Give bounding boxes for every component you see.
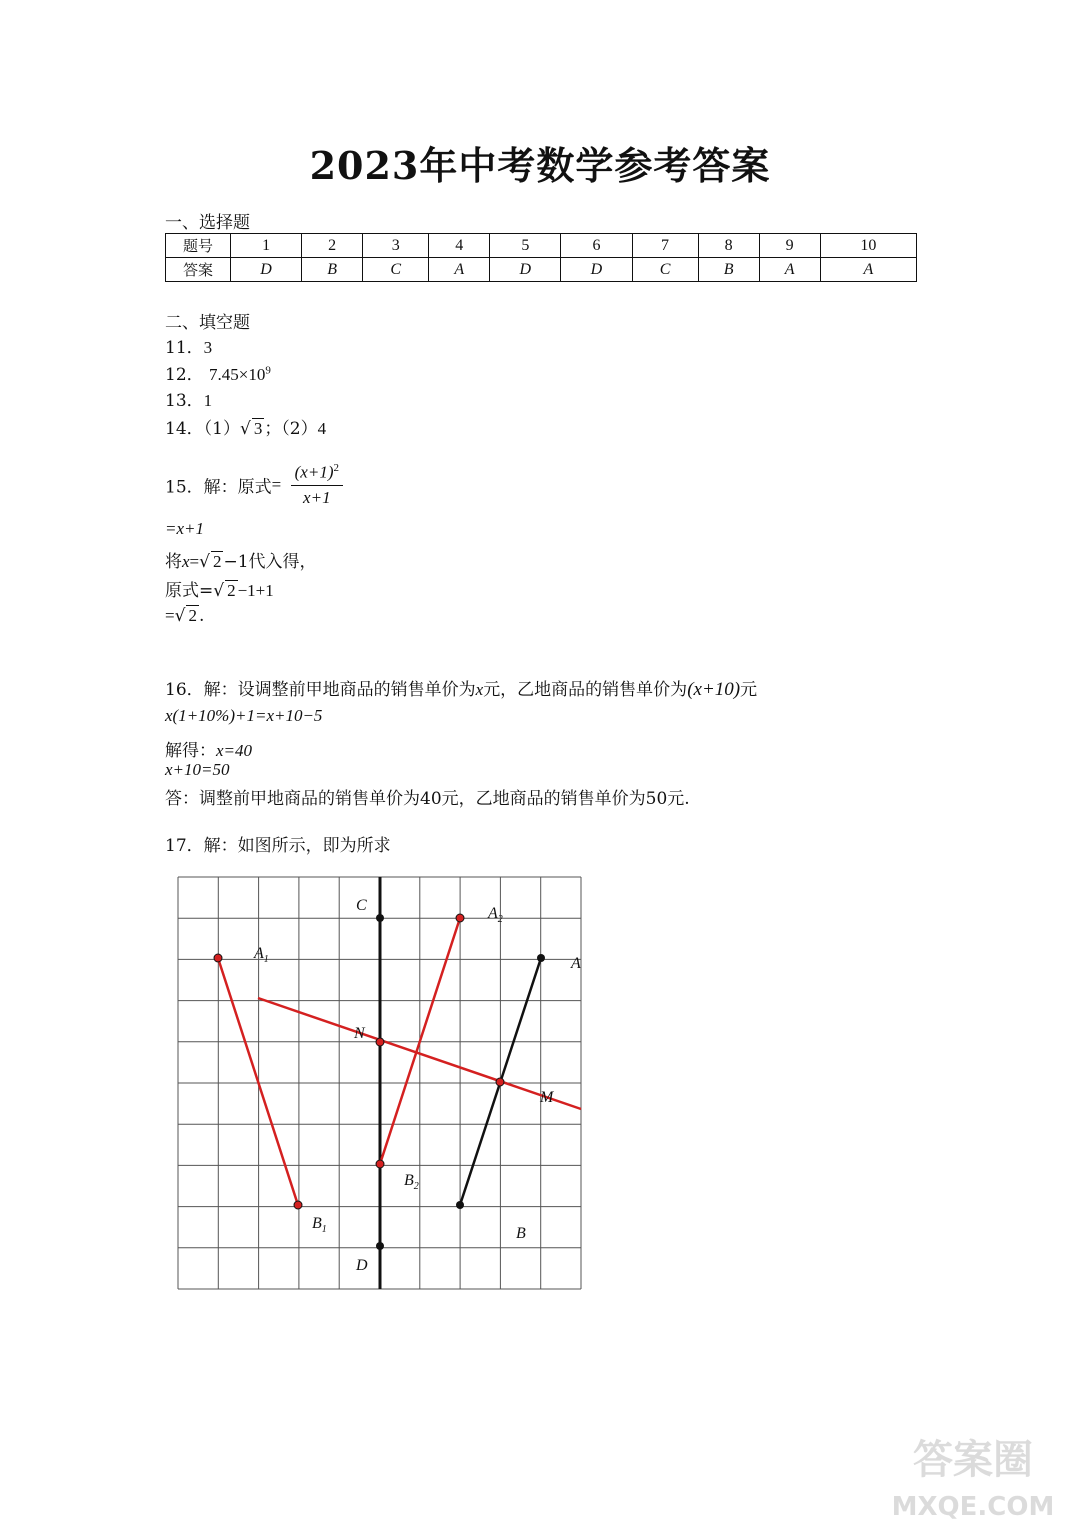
q16-expression: (x+10)	[687, 679, 741, 700]
part-separator: ；（2）	[264, 419, 318, 439]
answer-exponent: 9	[265, 364, 271, 377]
period: .	[198, 606, 205, 626]
point-a	[537, 954, 545, 962]
table-question-number: 6	[561, 234, 632, 258]
table-answer-label: 答案	[166, 258, 231, 282]
numerator-text: (x+1)	[294, 462, 334, 482]
table-question-number: 10	[820, 234, 916, 258]
answer-power-base: ×10	[238, 365, 266, 384]
radicand: 2	[188, 606, 197, 625]
table-question-number: 9	[759, 234, 820, 258]
sqrt-icon: √	[239, 419, 251, 439]
equals-sign: =	[271, 474, 282, 494]
label-b1-sub: 1	[321, 1224, 327, 1235]
table-question-number: 7	[632, 234, 698, 258]
sqrt-icon: √	[174, 606, 186, 626]
question-number: 14．	[165, 419, 204, 439]
q15-substitute-rest: −1代入得，	[223, 552, 317, 572]
watermark-bottom-text: MXQE.COM	[891, 1492, 1055, 1522]
answer-value: 1	[203, 391, 213, 410]
label-a1	[253, 945, 269, 965]
q16-conclusion: 答：调整前甲地商品的销售单价为40元，乙地商品的销售单价为50元.	[165, 789, 690, 809]
equals-sign: =	[189, 552, 200, 571]
q16-solution-b: x+10=50	[165, 760, 230, 779]
label-a1-main: A	[254, 945, 264, 962]
question-number: 12．	[165, 365, 204, 385]
watermark-top-text: 答案圈	[913, 1437, 1033, 1483]
label-b1	[312, 1215, 327, 1235]
answer-value: 3	[203, 338, 213, 357]
point-b1	[294, 1201, 302, 1209]
variable-x: x	[182, 552, 190, 571]
answer-mantissa: 7.45	[209, 365, 239, 384]
q15-expression-label: 原式=	[165, 581, 214, 601]
table-question-number: 4	[429, 234, 490, 258]
fraction-denominator: x+1	[303, 487, 331, 507]
label-a2-main: A	[488, 905, 498, 922]
section-choice-heading: 一、选择题	[165, 213, 250, 233]
point-b	[456, 1201, 464, 1209]
watermark-logo	[888, 1425, 1058, 1525]
label-b1-main: B	[312, 1215, 322, 1232]
part-label: （1）	[203, 419, 240, 439]
sqrt-icon: √	[199, 552, 210, 572]
label-c: C	[356, 897, 367, 914]
table-answer-cell: D	[561, 258, 632, 282]
q16-solve-label: 解得：	[165, 741, 216, 761]
numerator-exponent: 2	[333, 462, 339, 474]
q15-intro: 15．解：原式	[165, 477, 272, 498]
table-answer-cell: A	[429, 258, 490, 282]
page-title: 2023年中考数学参考答案	[309, 143, 771, 188]
segment-a1b1	[218, 958, 298, 1205]
q15-expression-rest: −1+1	[237, 581, 274, 600]
table-question-number: 5	[490, 234, 561, 258]
table-answer-cell: D	[490, 258, 561, 282]
q17-intro: 17．解：如图所示，即为所求	[165, 836, 391, 856]
label-b: B	[516, 1225, 526, 1242]
table-answer-cell: A	[820, 258, 916, 282]
table-question-number: 2	[302, 234, 363, 258]
variable-x: x	[475, 680, 484, 699]
radicand: 3	[253, 419, 263, 438]
q16-solution-x: x=40	[216, 741, 253, 760]
label-n: N	[354, 1025, 365, 1042]
label-b2	[404, 1172, 419, 1192]
point-d	[376, 1242, 384, 1250]
table-answer-cell: D	[231, 258, 302, 282]
point-n	[376, 1038, 384, 1046]
point-a2	[456, 914, 464, 922]
section-fill-heading: 二、填空题	[165, 313, 250, 333]
radicand: 2	[212, 552, 222, 571]
question-number: 11．	[165, 338, 204, 358]
table-answer-cell: C	[632, 258, 698, 282]
answer-value: 4	[317, 419, 327, 438]
label-a1-sub: 1	[263, 954, 269, 965]
table-question-number: 1	[231, 234, 302, 258]
label-a: A	[571, 955, 581, 972]
table-answer-cell: B	[698, 258, 759, 282]
q16-text-b: 元，乙地商品的销售单价为	[483, 680, 688, 700]
table-answer-cell: C	[363, 258, 429, 282]
radicand: 2	[227, 581, 236, 600]
label-b2-sub: 2	[413, 1181, 419, 1192]
q15-substitute-word: 将	[165, 552, 182, 572]
question-number: 13．	[165, 391, 204, 411]
label-a2-sub: 2	[497, 914, 503, 925]
table-answer-cell: B	[302, 258, 363, 282]
point-m	[496, 1078, 504, 1086]
point-b2	[376, 1160, 384, 1168]
q16-text-a: 16．解：设调整前甲地商品的销售单价为	[165, 680, 476, 700]
table-answer-cell: A	[759, 258, 820, 282]
point-c	[376, 914, 384, 922]
label-m: M	[540, 1089, 554, 1106]
q15-simplified: =x+1	[165, 519, 204, 538]
table-question-number: 8	[698, 234, 759, 258]
q16-text-c: 元	[740, 680, 758, 700]
point-a1	[214, 954, 222, 962]
sqrt-icon: √	[213, 581, 225, 601]
label-b2-main: B	[404, 1172, 414, 1189]
q16-equation: x(1+10%)+1=x+10−5	[165, 706, 323, 725]
table-header-label: 题号	[166, 234, 231, 258]
table-question-number: 3	[363, 234, 429, 258]
label-d: D	[356, 1257, 368, 1274]
equals-sign: =	[165, 606, 175, 625]
